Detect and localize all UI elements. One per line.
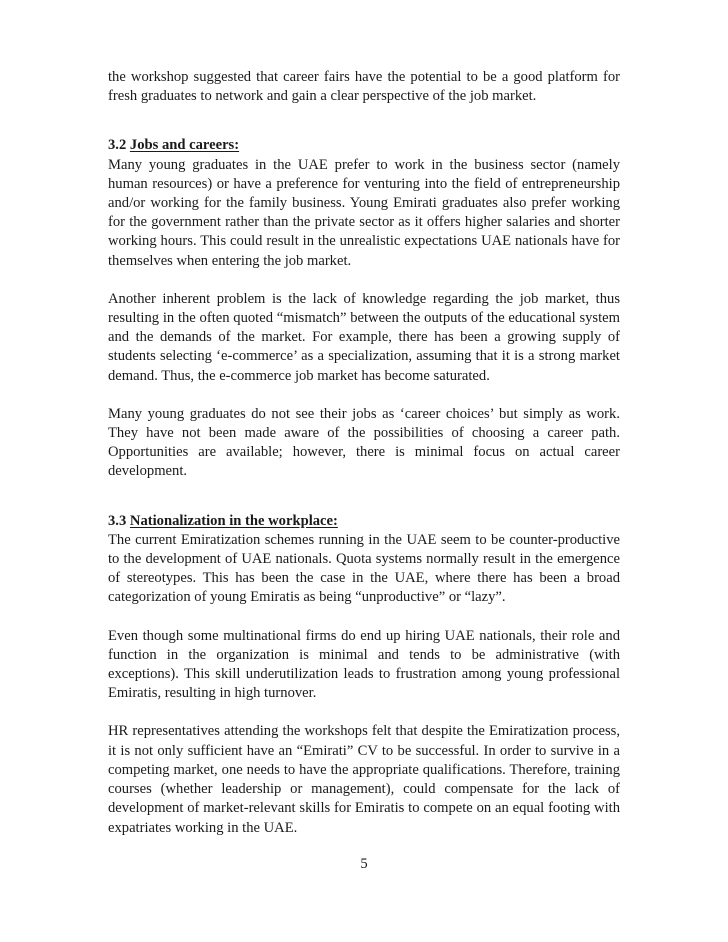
paragraph-spacer [108,271,620,290]
section-title: Nationalization in the workplace: [129,512,338,529]
body-paragraph: Even though some multinational firms do end up hiring UAE nationals, their role and function in the organization is minimal and tends to be administrative (with exceptions). This skill underutilization leads to frustration among young professional Emiratis, resulting in high turnover. [108,627,620,702]
intro-paragraph: the workshop suggested that career fairs have the potential to be a good platform for fresh graduates to network and gain a clear perspective of the job market. [108,69,620,105]
page-number: 5 [360,856,368,872]
section-number: 3.2 [108,137,127,154]
body-paragraph: The current Emiratization schemes running in the UAE seem to be counter-productive to the development of UAE nationals. Quota systems normally result in the emergence of stereotypes. This has been the case in the UAE, where there has been a broad categorization of young Emiratis as being “unproductive” or “lazy”. [108,531,620,606]
body-paragraph: HR representatives attending the workshops felt that despite the Emiratization process, it is not only sufficient have an “Emirati” CV to be successful. In order to survive in a competing market, one needs to have the appropriate qualifications. Therefore, training courses (whether leadership or management), could compensate for the lack of development of market-relevant skills for Emiratis to compete on an equal footing with expatriates working in the UAE. [108,723,620,836]
paragraph-spacer [108,703,620,722]
body-paragraph: Many young graduates in the UAE prefer to work in the business sector (namely human resources) or have a preference for venturing into the field of entrepreneurship and/or working for the family business. Young Emirati graduates also prefer working for the government rather than the private sector as it offers higher salaries and shorter working hours. This could result in the unrealistic expectations UAE nationals have for themselves when entering the job market. [108,156,620,269]
section-spacer [108,106,620,136]
section-number: 3.3 [108,512,127,529]
paragraph-spacer [108,608,620,627]
section-heading-3-3 [108,512,620,531]
paragraph-spacer [108,386,620,405]
body-paragraph: Another inherent problem is the lack of knowledge regarding the job market, thus resulting in the often quoted “mismatch” between the outputs of the educational system and the demands of the market. For example, there has been a growing supply of students selecting ‘e-commerce’ as a specialization, assuming that it is a strong market demand. Thus, the e-commerce job market has become saturated. [108,290,620,384]
body-paragraph: Many young graduates do not see their jobs as ‘career choices’ but simply as work. They have not been made aware of the possibilities of choosing a career path. Opportunities are available; however, there is minimal focus on actual career development. [108,405,620,480]
section-title: Jobs and careers: [129,137,240,154]
document-page [108,68,620,838]
section-spacer [108,482,620,512]
section-heading-3-2 [108,136,620,155]
